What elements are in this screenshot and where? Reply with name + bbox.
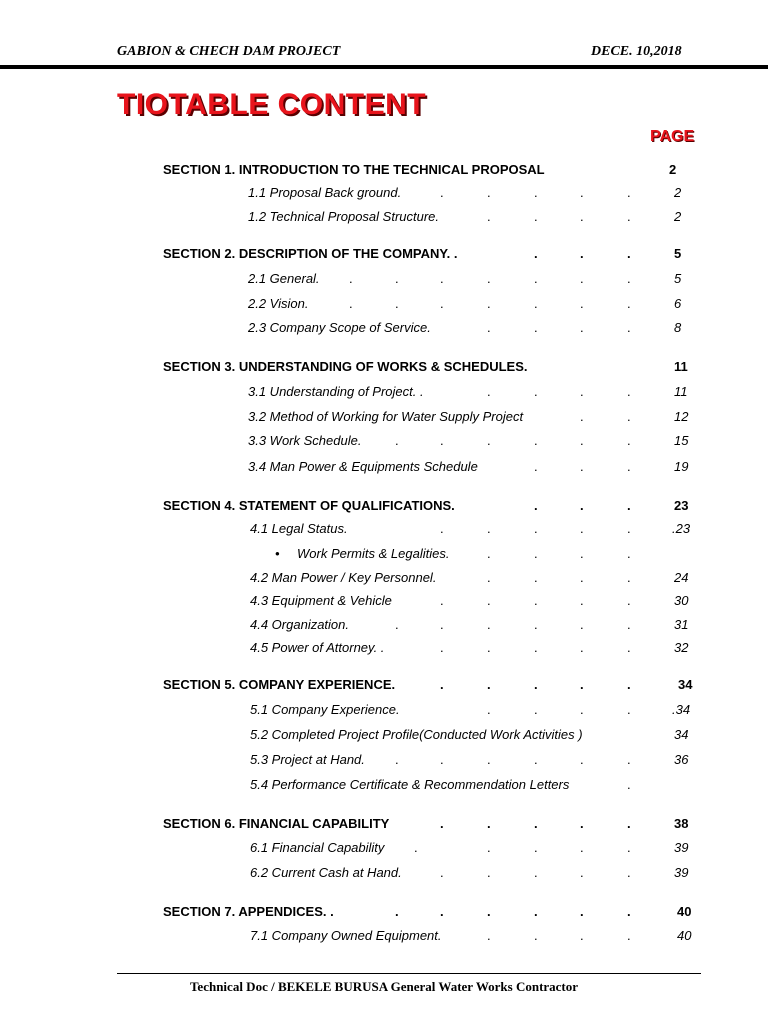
header-rule: [0, 65, 768, 69]
toc-item-4-1: 4.1 Legal Status.: [250, 521, 348, 536]
toc-item-3-1: 3.1 Understanding of Project. .: [248, 384, 424, 399]
toc-item-2-1-page: 5: [674, 271, 682, 286]
toc-section-6: SECTION 6. FINANCIAL CAPABILITY: [163, 816, 390, 831]
toc-section-4: SECTION 4. STATEMENT OF QUALIFICATIONS.: [163, 498, 455, 513]
toc-item-4-2-page: 24: [674, 570, 689, 585]
toc-item-5-1: 5.1 Company Experience.: [250, 702, 400, 717]
toc-item-4-4-page: 31: [674, 617, 689, 632]
toc-section-7: SECTION 7. APPENDICES. .: [163, 904, 334, 919]
toc-section-5-page: 34: [678, 677, 693, 692]
toc-item-5-2: 5.2 Completed Project Profile(Conducted Work Activities ): [250, 727, 583, 742]
toc-item-5-1-page: .34: [672, 702, 691, 717]
toc-section-5: SECTION 5. COMPANY EXPERIENCE.: [163, 677, 396, 692]
toc-item-1-2-page: 2: [674, 209, 682, 224]
document-title: TIOTABLE CONTENT: [117, 88, 427, 121]
footer-rule: [117, 973, 701, 974]
toc-item-3-2-page: 12: [674, 409, 689, 424]
toc-section-2: SECTION 2. DESCRIPTION OF THE COMPANY. .: [163, 246, 458, 261]
toc-item-7-1: 7.1 Company Owned Equipment.: [250, 928, 442, 943]
bullet-icon: •: [275, 546, 280, 561]
toc-item-5-2-page: 34: [674, 727, 689, 742]
toc-section-6-page: 38: [674, 816, 689, 831]
toc-item-4-2: 4.2 Man Power / Key Personnel.: [250, 570, 437, 585]
toc-item-1-1-page: 2: [674, 185, 682, 200]
toc-item-4-1-page: .23: [672, 521, 691, 536]
page-column-label: PAGE: [650, 128, 695, 145]
toc-section-3-page: 11: [674, 359, 688, 374]
toc-item-1-1: 1.1 Proposal Back ground.: [248, 185, 402, 200]
toc-section-1-page: 2: [669, 162, 677, 177]
toc-item-5-3-page: 36: [674, 752, 689, 767]
toc-section-2-page: 5: [674, 246, 682, 261]
toc-item-3-1-page: 11: [674, 384, 688, 399]
toc-item-7-1-page: 40: [677, 928, 692, 943]
toc-item-2-1: 2.1 General.: [248, 271, 320, 286]
toc-item-2-3: 2.3 Company Scope of Service.: [248, 320, 431, 335]
toc-item-3-3: 3.3 Work Schedule.: [248, 433, 362, 448]
toc-item-6-2: 6.2 Current Cash at Hand.: [250, 865, 402, 880]
toc-item-2-2-page: 6: [674, 296, 682, 311]
header-project-name: GABION & CHECH DAM PROJECT: [117, 44, 341, 59]
toc-item-3-3-page: 15: [674, 433, 689, 448]
toc-item-5-4: 5.4 Performance Certificate & Recommendation Letters: [250, 777, 570, 792]
footer-text: Technical Doc / BEKELE BURUSA General Water Works Contractor: [189, 979, 579, 994]
toc-item-5-3: 5.3 Project at Hand.: [250, 752, 365, 767]
toc-section-4-page: 23: [674, 498, 689, 513]
toc-section-1: SECTION 1. INTRODUCTION TO THE TECHNICAL PROPOSAL: [163, 162, 545, 177]
toc-item-4-3-page: 30: [674, 593, 689, 608]
toc-item-3-2: 3.2 Method of Working for Water Supply Project: [248, 409, 524, 424]
toc-item-1-2: 1.2 Technical Proposal Structure.: [248, 209, 440, 224]
toc-item-2-2: 2.2 Vision.: [248, 296, 309, 311]
toc-item-3-4-page: 19: [674, 459, 689, 474]
toc-item-4-4: 4.4 Organization.: [250, 617, 350, 632]
toc-item-4-3: 4.3 Equipment & Vehicle: [250, 593, 392, 608]
toc-item-2-3-page: 8: [674, 320, 682, 335]
toc-subitem-work-permits: Work Permits & Legalities.: [297, 546, 450, 561]
toc-item-6-2-page: 39: [674, 865, 689, 880]
toc-item-6-1: 6.1 Financial Capability: [250, 840, 385, 855]
toc-item-4-5-page: 32: [674, 640, 689, 655]
header-date: DECE. 10,2018: [591, 44, 682, 59]
toc-item-3-4: 3.4 Man Power & Equipments Schedule: [248, 459, 478, 474]
toc-item-6-1-page: 39: [674, 840, 689, 855]
toc-section-7-page: 40: [677, 904, 692, 919]
toc-section-3: SECTION 3. UNDERSTANDING OF WORKS & SCHEDULES.: [163, 359, 528, 374]
toc-item-4-5: 4.5 Power of Attorney. .: [250, 640, 385, 655]
